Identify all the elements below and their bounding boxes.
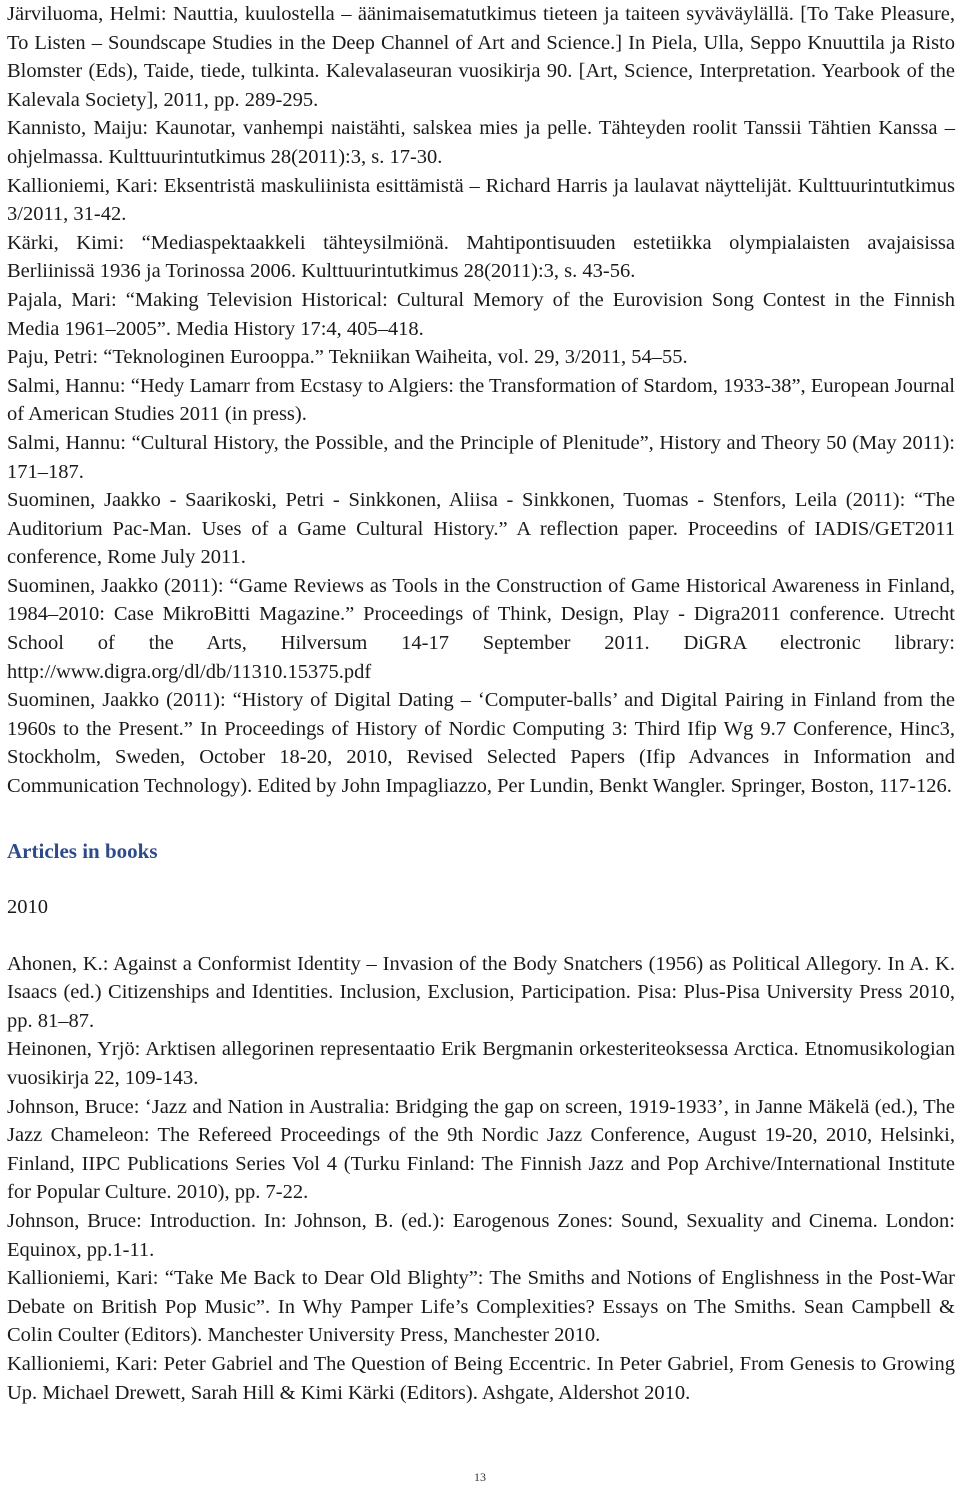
reference-entry: Kallioniemi, Kari: Eksentristä maskuliinista esittämistä – Richard Harris ja laulavat näyttelijät. Kulttuurintutkimus 3/2011, 31-42. — [7, 174, 955, 226]
reference-entry: Johnson, Bruce: ‘Jazz and Nation in Australia: Bridging the gap on screen, 1919-1933’, in Janne Mäkelä (ed.), The Jazz Chameleon: The Refereed Proceedings of the 9th Nordic Jazz Conference, August 19-20, 2010, Helsinki, Finland, IIPC Publications Series Vol 4 (Turku Finland: The Finnish Jazz and Pop Archive/International Institute for Popular Culture. 2010), pp. 7-22. — [7, 1095, 955, 1204]
reference-entry: Suominen, Jaakko (2011): “History of Digital Dating – ‘Computer-balls’ and Digital Pairing in Finland from the 1960s to the Present.” In Proceedings of History of Nordic Computing 3: Third Ifip Wg 9.7 Conference, Hinc3, Stockholm, Sweden, October 18-20, 2010, Revised Selected Papers (Ifip Advances in Information and Communication Technology). Edited by John Impagliazzo, Per Lundin, Benkt Wangler. Springer, Boston, 117-126. — [7, 689, 955, 798]
year-heading: 2010 — [7, 895, 48, 918]
reference-entry: Kärki, Kimi: “Mediaspektaakkeli tähteysilmiönä. Mahtipontisuuden estetiikka olympialaisten avajaisissa Berliinissä 1936 ja Torinossa 2006. Kulttuurintutkimus 28(2011):3, s. 43-56. — [7, 231, 955, 283]
reference-entry: Salmi, Hannu: “Cultural History, the Possible, and the Principle of Plenitude”, History and Theory 50 (May 2011): 171–187. — [7, 431, 955, 483]
reference-entry: Johnson, Bruce: Introduction. In: Johnson, B. (ed.): Earogenous Zones: Sound, Sexuality and Cinema. London: Equinox, pp.1-11. — [7, 1209, 955, 1261]
reference-entry: Paju, Petri: “Teknologinen Eurooppa.” Tekniikan Waiheita, vol. 29, 3/2011, 54–55. — [7, 346, 688, 369]
reference-entry: Salmi, Hannu: “Hedy Lamarr from Ecstasy to Algiers: the Transformation of Stardom, 1933-38”, European Journal of American Studies 2011 (in press). — [7, 374, 955, 426]
reference-entry: Kannisto, Maiju: Kaunotar, vanhempi naistähti, salskea mies ja pelle. Tähteyden roolit Tanssii Tähtien Kanssa –ohjelmassa. Kulttuurintutkimus 28(2011):3, s. 17-30. — [7, 117, 955, 168]
reference-entry: Suominen, Jaakko (2011): “Game Reviews as Tools in the Construction of Game Historical Awareness in Finland, 1984–2010: Case MikroBitti Magazine.” Proceedings of Think, Design, Play - Digra2011 conference. Utrecht School of the Arts, Hilversum 14-17 September 2011. DiGRA electronic library: http://www.digra.org/dl/db/11310.15375.pdf — [7, 574, 955, 683]
reference-entry: Heinonen, Yrjö: Arktisen allegorinen representaatio Erik Bergmanin orkesteriteoksessa Arctica. Etnomusikologian vuosikirja 22, 109-143. — [7, 1038, 955, 1089]
reference-entry: Pajala, Mari: “Making Television Historical: Cultural Memory of the Eurovision Song Contest in the Finnish Media 1961–2005”. Media History 17:4, 405–418. — [7, 288, 955, 340]
reference-entry: Kallioniemi, Kari: “Take Me Back to Dear Old Blighty”: The Smiths and Notions of Englishness in the Post-War Debate on British Pop Music”. In Why Pamper Life’s Complexities? Essays on The Smiths. Sean Campbell & Colin Coulter (Editors). Manchester University Press, Manchester 2010. — [7, 1267, 955, 1347]
reference-entry: Suominen, Jaakko - Saarikoski, Petri - Sinkkonen, Aliisa - Sinkkonen, Tuomas - Stenfors, Leila (2011): “The Auditorium Pac-Man. Uses of a Game Cultural History.” A reflection paper. Proceedins of IADIS/GET2011 conference, Rome July 2011. — [7, 489, 955, 569]
reference-list-journal-articles — [7, 0, 955, 801]
page-content — [7, 0, 955, 1407]
reference-entry: Järviluoma, Helmi: Nauttia, kuulostella – äänimaisematutkimus tieteen ja taiteen syväväylällä. [To Take Pleasure, To Listen – Soundscape Studies in the Deep Channel of Art and Science.] In Piela, Ulla, Seppo Knuuttila ja Risto Blomster (Eds), Taide, tiede, tulkinta. Kalevalaseuran vuosikirja 90. [Art, Science, Interpretation. Yearbook of the Kalevala Society], 2011, pp. 289-295. — [7, 3, 955, 111]
reference-entry: Kallioniemi, Kari: Peter Gabriel and The Question of Being Eccentric. In Peter Gabriel, From Genesis to Growing Up. Michael Drewett, Sarah Hill & Kimi Kärki (Editors). Ashgate, Aldershot 2010. — [7, 1352, 955, 1404]
section-heading: Articles in books — [7, 838, 158, 863]
reference-entry: Ahonen, K.: Against a Conformist Identity – Invasion of the Body Snatchers (1956) as Political Allegory. In A. K. Isaacs (ed.) Citizenships and Identities. Inclusion, Exclusion, Participation. Pisa: Plus-Pisa University Press 2010, pp. 81–87. — [7, 952, 955, 1032]
reference-list-book-articles — [7, 950, 955, 1408]
page-number: 13 — [474, 1470, 486, 1484]
